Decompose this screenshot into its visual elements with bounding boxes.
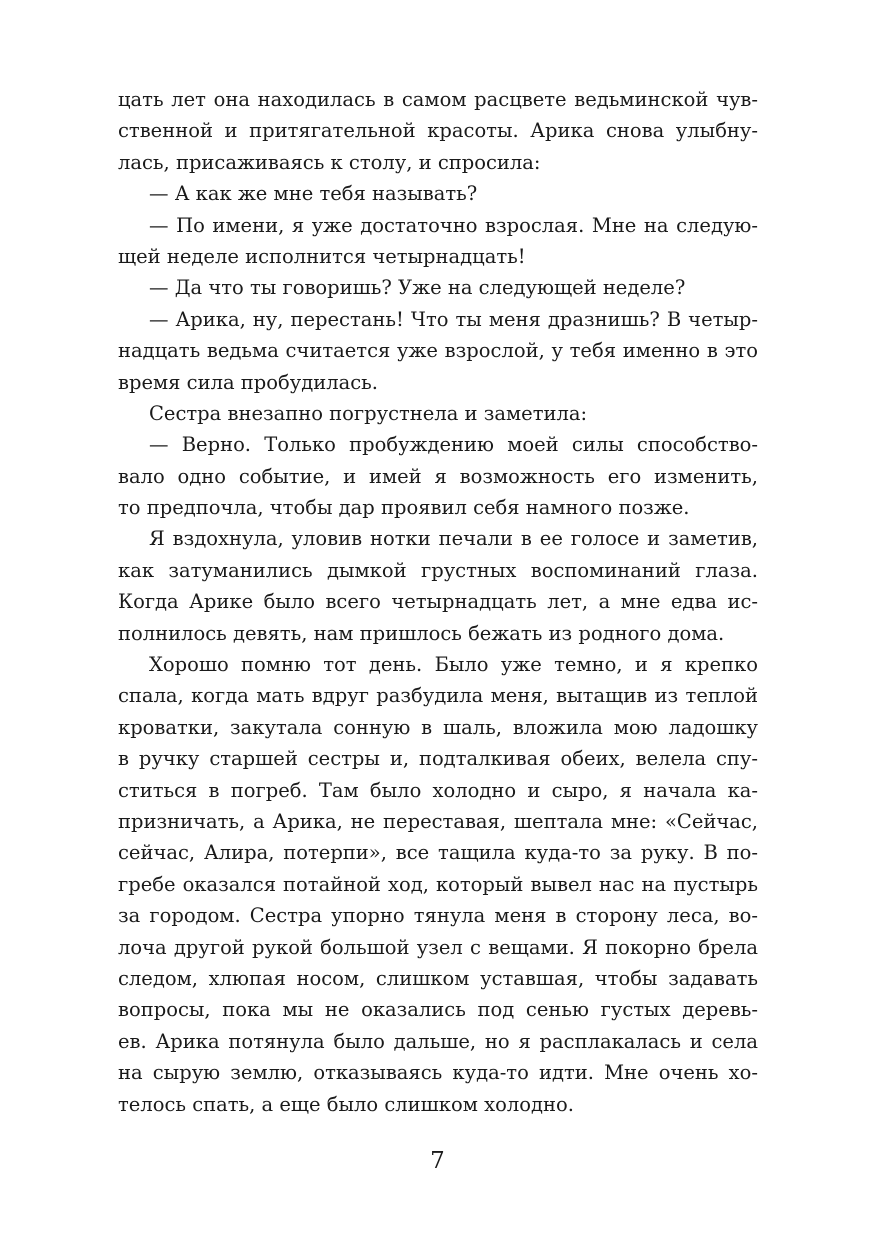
- body-text: [118, 84, 758, 1120]
- text-line: вопросы, пока мы не оказались под сенью густых деревь-: [118, 998, 758, 1022]
- text-line: Когда Арике было всего четырнадцать лет, а мне едва ис-: [118, 590, 758, 614]
- text-line: цать лет она находилась в самом расцвете ведьминской чув-: [118, 88, 758, 111]
- text-line: время сила пробудилась.: [118, 370, 378, 394]
- text-line: ев. Арика потянула было дальше, но я расплакалась и села: [118, 1029, 758, 1053]
- text-line: на сырую землю, отказываясь куда-то идти. Мне очень хо-: [118, 1061, 758, 1085]
- text-line: — Арика, ну, перестань! Что ты меня дразнишь? В четыр-: [149, 307, 758, 331]
- text-line: Хорошо помню тот день. Было уже темно, и я крепко: [149, 653, 758, 677]
- text-line: полнилось девять, нам пришлось бежать из родного дома.: [118, 621, 725, 645]
- text-line: надцать ведьма считается уже взрослой, у тебя именно в это: [118, 339, 758, 363]
- text-line: за городом. Сестра упорно тянула меня в сторону леса, во-: [118, 904, 758, 928]
- text-line: телось спать, а еще было слишком холодно.: [118, 1092, 574, 1116]
- text-line: в ручку старшей сестры и, подталкивая обеих, велела спу-: [118, 747, 758, 771]
- text-line: Сестра внезапно погрустнела и заметила:: [149, 401, 588, 425]
- text-line: лась, присаживаясь к столу, и спросила:: [118, 150, 541, 174]
- text-line: — А как же мне тебя называть?: [149, 182, 478, 206]
- text-line: — Да что ты говоришь? Уже на следующей неделе?: [149, 276, 686, 300]
- text-line: — Верно. Только пробуждению моей силы способство-: [149, 433, 758, 457]
- page-number: 7: [430, 1148, 445, 1174]
- text-line: как затуманились дымкой грустных воспоминаний глаза.: [118, 558, 758, 582]
- text-line: призничать, а Арика, не переставая, шептала мне: «Сейчас,: [118, 809, 758, 833]
- text-line: Я вздохнула, уловив нотки печали в ее голосе и заметив,: [149, 527, 758, 551]
- text-line: спала, когда мать вдруг разбудила меня, вытащив из теплой: [118, 684, 758, 708]
- text-line: ственной и притягательной красоты. Арика снова улыбну-: [118, 119, 758, 143]
- text-line: — По имени, я уже достаточно взрослая. Мне на следую-: [149, 213, 758, 237]
- text-line: щей неделе исполнится четырнадцать!: [118, 244, 526, 268]
- text-line: то предпочла, чтобы дар проявил себя намного позже.: [118, 496, 690, 520]
- text-line: лоча другой рукой большой узел с вещами. Я покорно брела: [118, 935, 758, 959]
- text-line: ститься в погреб. Там было холодно и сыро, я начала ка-: [118, 778, 758, 802]
- text-line: гребе оказался потайной ход, который вывел нас на пустырь: [118, 872, 758, 896]
- text-line: сейчас, Алира, потерпи», все тащила куда-то за руку. В по-: [118, 841, 758, 865]
- text-line: следом, хлюпая носом, слишком уставшая, чтобы задавать: [118, 966, 758, 990]
- text-line: вало одно событие, и имей я возможность его изменить,: [118, 464, 758, 488]
- text-line: кроватки, закутала сонную в шаль, вложила мою ладошку: [118, 715, 758, 739]
